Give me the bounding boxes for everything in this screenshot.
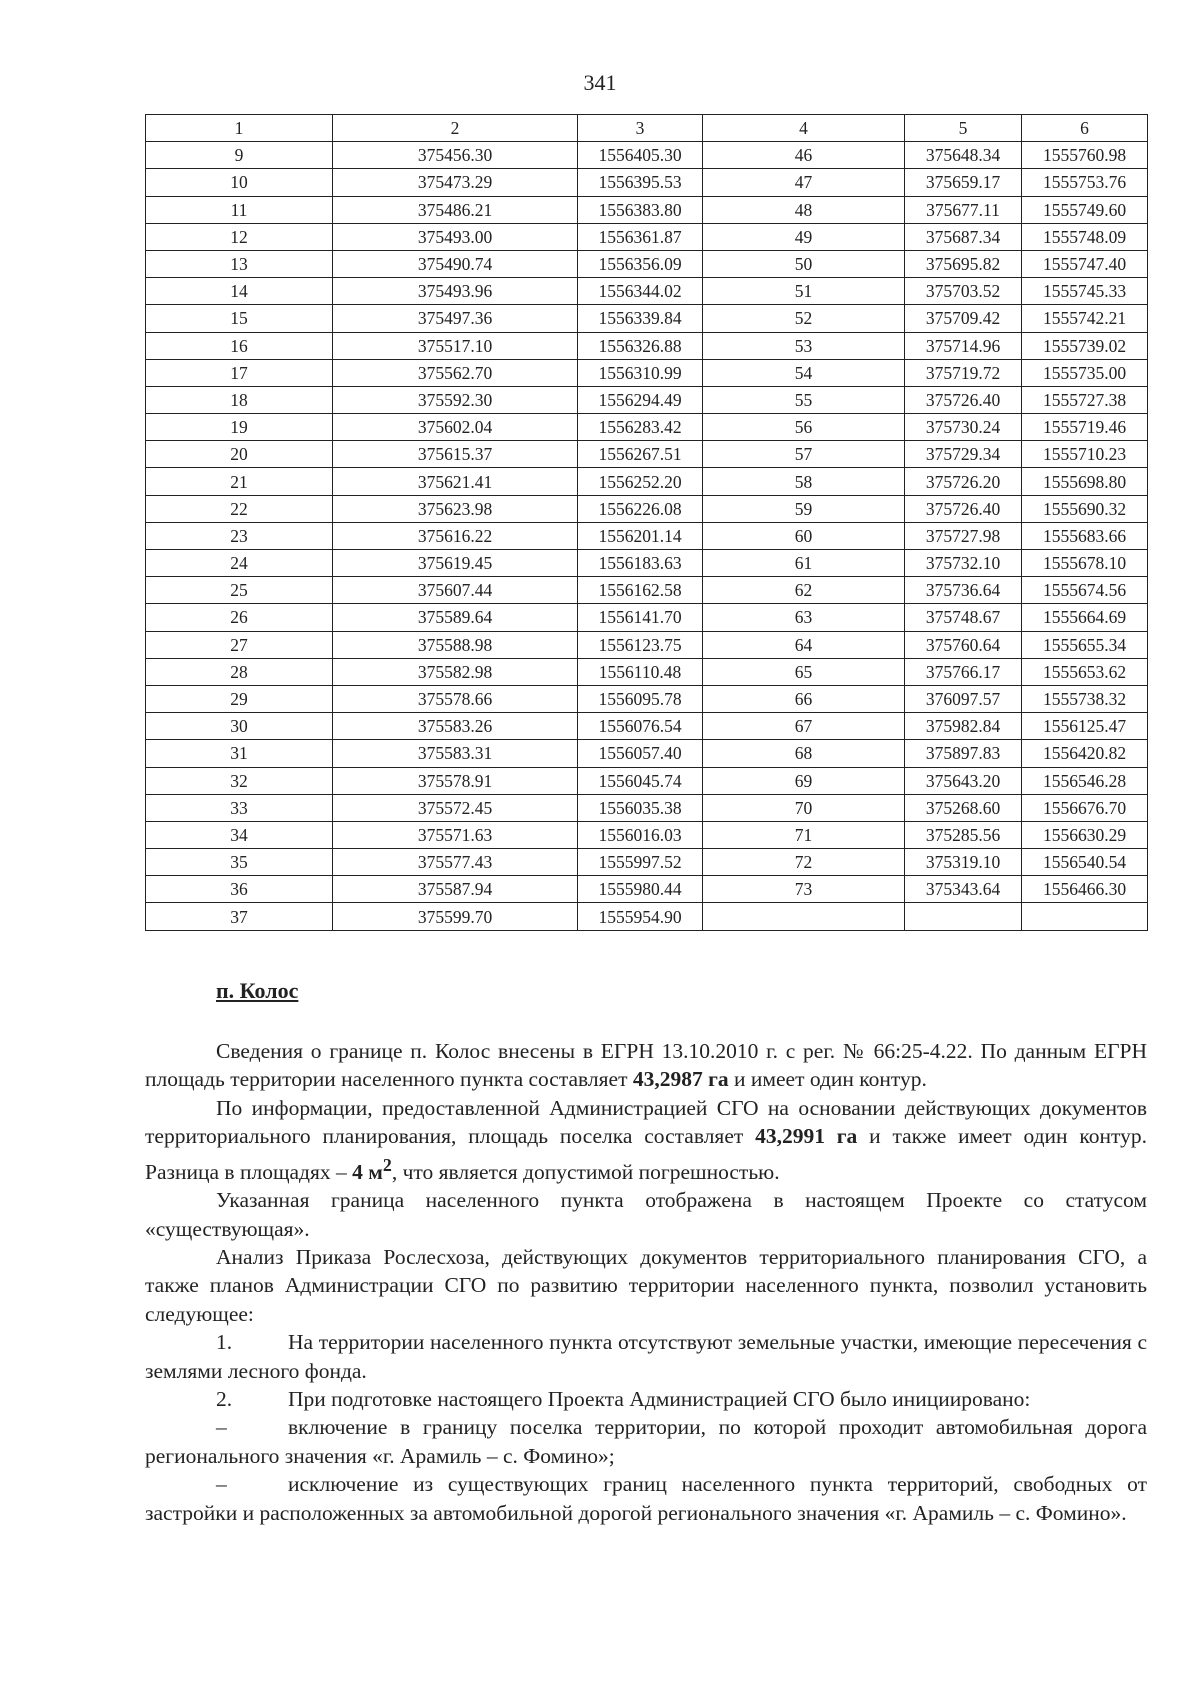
table-cell: 46 [703,142,905,169]
area-value: 43,2991 га [755,1124,858,1149]
table-row [146,522,1148,549]
table-cell: 23 [146,522,333,549]
table-cell: 66 [703,685,905,712]
table-cell: 375621.41 [333,468,578,495]
table-cell: 375677.11 [905,196,1022,223]
table-cell: 375497.36 [333,305,578,332]
table-cell: 48 [703,196,905,223]
table-cell: 1556110.48 [578,658,703,685]
table-header-cell: 2 [333,115,578,142]
table-cell: 375615.37 [333,441,578,468]
table-cell: 1556546.28 [1022,767,1148,794]
table-row [146,876,1148,903]
table-cell: 1556183.63 [578,550,703,577]
table-cell: 375726.20 [905,468,1022,495]
table-row [146,223,1148,250]
paragraph-text: По информации, предоставленной Администрацией СГО на основании действующих документов территориального планирования, площадь поселка составляет [145,1095,1147,1149]
table-header-cell: 4 [703,115,905,142]
list-item [145,1328,1147,1385]
table-cell: 375319.10 [905,849,1022,876]
table-cell: 375726.40 [905,495,1022,522]
area-difference [352,1154,392,1184]
table-cell: 1555690.32 [1022,495,1148,522]
table-cell: 375517.10 [333,332,578,359]
table-cell: 1556356.09 [578,250,703,277]
table-cell: 24 [146,550,333,577]
table-cell: 375588.98 [333,631,578,658]
table-row [146,658,1148,685]
table-cell: 25 [146,577,333,604]
table-cell: 375643.20 [905,767,1022,794]
table-cell: 1555710.23 [1022,441,1148,468]
table-cell: 375730.24 [905,414,1022,441]
table-cell: 9 [146,142,333,169]
table-row [146,685,1148,712]
table-cell: 51 [703,278,905,305]
table-cell: 375577.43 [333,849,578,876]
table-cell [1022,903,1148,930]
table-cell [905,903,1022,930]
list-item [145,1413,1147,1470]
table-cell: 15 [146,305,333,332]
table-cell: 375726.40 [905,386,1022,413]
table-row [146,740,1148,767]
table-row [146,278,1148,305]
table-row [146,713,1148,740]
table-cell: 375473.29 [333,169,578,196]
table-cell: 375572.45 [333,794,578,821]
table-cell: 1556076.54 [578,713,703,740]
table-cell: 1555683.66 [1022,522,1148,549]
table-cell: 1556201.14 [578,522,703,549]
table-cell: 375456.30 [333,142,578,169]
table-cell: 1555954.90 [578,903,703,930]
table-cell: 1555748.09 [1022,223,1148,250]
table-cell: 375587.94 [333,876,578,903]
list-marker: – [216,1415,227,1440]
table-cell: 63 [703,604,905,631]
table-row [146,495,1148,522]
table-cell: 1556361.87 [578,223,703,250]
table-cell: 47 [703,169,905,196]
table-cell: 375766.17 [905,658,1022,685]
table-cell: 18 [146,386,333,413]
table-cell: 375490.74 [333,250,578,277]
table-cell: 54 [703,359,905,386]
table-cell: 1555980.44 [578,876,703,903]
table-cell: 375285.56 [905,821,1022,848]
table-cell: 1556405.30 [578,142,703,169]
table-cell: 13 [146,250,333,277]
table-row [146,305,1148,332]
table-cell: 36 [146,876,333,903]
table-cell: 1556395.53 [578,169,703,196]
paragraph-text: и имеет один контур. [728,1067,927,1092]
table-cell: 70 [703,794,905,821]
table-cell: 1556095.78 [578,685,703,712]
table-cell: 375982.84 [905,713,1022,740]
table-cell: 65 [703,658,905,685]
table-cell: 73 [703,876,905,903]
table-cell: 1555739.02 [1022,332,1148,359]
table-cell: 1556676.70 [1022,794,1148,821]
table-row [146,577,1148,604]
table-cell: 72 [703,849,905,876]
table-cell: 69 [703,767,905,794]
table-body [146,142,1148,930]
table-row [146,169,1148,196]
list-marker: – [216,1472,227,1497]
table-row [146,414,1148,441]
table-cell: 14 [146,278,333,305]
table-cell [703,903,905,930]
table-row [146,604,1148,631]
table-cell: 1555727.38 [1022,386,1148,413]
table-cell: 375687.34 [905,223,1022,250]
table-cell: 1556045.74 [578,767,703,794]
superscript: 2 [382,1154,392,1175]
table-cell: 1555745.33 [1022,278,1148,305]
table-cell: 1555760.98 [1022,142,1148,169]
table-cell: 1556630.29 [1022,821,1148,848]
table-cell: 19 [146,414,333,441]
table-cell: 375602.04 [333,414,578,441]
table-header-cell: 3 [578,115,703,142]
table-cell: 1555664.69 [1022,604,1148,631]
table-cell: 375729.34 [905,441,1022,468]
table-cell: 52 [703,305,905,332]
table-row [146,196,1148,223]
table-cell: 28 [146,658,333,685]
table-cell: 375583.31 [333,740,578,767]
list-item [145,1385,1147,1413]
table-cell: 375760.64 [905,631,1022,658]
table-cell: 64 [703,631,905,658]
table-cell: 375493.96 [333,278,578,305]
table-row [146,386,1148,413]
table-cell: 375709.42 [905,305,1022,332]
table-cell: 375486.21 [333,196,578,223]
coordinates-table [145,114,1148,931]
table-header-cell: 1 [146,115,333,142]
table-cell: 68 [703,740,905,767]
table-cell: 1555674.56 [1022,577,1148,604]
table-cell: 375897.83 [905,740,1022,767]
table-cell: 57 [703,441,905,468]
table-cell: 58 [703,468,905,495]
table-row [146,550,1148,577]
table-cell: 1555653.62 [1022,658,1148,685]
list-item-text: При подготовке настоящего Проекта Администрацией СГО было инициировано: [288,1387,1031,1412]
table-cell: 1555997.52 [578,849,703,876]
list-marker: 2. [216,1387,233,1412]
table-cell: 17 [146,359,333,386]
paragraph-text: и также имеет один контур. Разница в площадях – [145,1124,1147,1184]
table-cell: 1555742.21 [1022,305,1148,332]
table-cell: 1556226.08 [578,495,703,522]
table-cell: 1556326.88 [578,332,703,359]
table-cell: 375268.60 [905,794,1022,821]
table-cell: 26 [146,604,333,631]
table-header-row [146,115,1148,142]
table-cell: 1555753.76 [1022,169,1148,196]
table-header-cell: 5 [905,115,1022,142]
table-cell: 1556125.47 [1022,713,1148,740]
paragraph-text: Сведения о границе п. Колос внесены в ЕГРН 13.10.2010 г. с рег. № 66:25-4.22. По данным ЕГРН площадь территории населенного пункта составляет [145,1039,1147,1092]
table-cell: 375659.17 [905,169,1022,196]
list-item-text: включение в границу поселка территории, по которой проходит автомобильная дорога регионального значения «г. Арамиль – с. Фомино»; [145,1415,1147,1468]
table-cell: 375589.64 [333,604,578,631]
table-cell: 1556310.99 [578,359,703,386]
table-cell: 1555735.00 [1022,359,1148,386]
table-cell: 375578.91 [333,767,578,794]
table-cell: 375732.10 [905,550,1022,577]
table-cell: 61 [703,550,905,577]
table-cell: 1556016.03 [578,821,703,848]
table-cell: 22 [146,495,333,522]
table-cell: 375571.63 [333,821,578,848]
table-row [146,468,1148,495]
table-cell: 375599.70 [333,903,578,930]
table-cell: 1556283.42 [578,414,703,441]
table-cell: 1555747.40 [1022,250,1148,277]
table-row [146,767,1148,794]
table-cell: 1555655.34 [1022,631,1148,658]
section-title: п. Колос [216,978,299,1003]
table-cell: 1556420.82 [1022,740,1148,767]
list-item-text: исключение из существующих границ населенного пункта территорий, свободных от застройки и расположенных за автомобильной дорогой регионального значения «г. Арамиль – с. Фомино». [145,1472,1147,1525]
table-row [146,441,1148,468]
table-cell: 49 [703,223,905,250]
paragraph: Указанная граница населенного пункта отображена в настоящем Проекте со статусом «существующая». [145,1188,1147,1241]
list-marker: 1. [216,1330,233,1355]
table-cell: 375343.64 [905,876,1022,903]
table-cell: 27 [146,631,333,658]
table-cell: 34 [146,821,333,848]
page-number: 341 [583,70,617,95]
table-cell: 21 [146,468,333,495]
table-cell: 67 [703,713,905,740]
table-cell: 35 [146,849,333,876]
table-cell: 375493.00 [333,223,578,250]
table-row [146,903,1148,930]
table-cell: 375695.82 [905,250,1022,277]
paragraph-text: , что является допустимой погрешностью. [391,1159,780,1184]
paragraph: Анализ Приказа Рослесхоза, действующих документов территориального планирования СГО, а также планов Администрации СГО по развитию территории населенного пункта, позволил установить следующее: [145,1245,1147,1326]
table-cell: 1556466.30 [1022,876,1148,903]
table-cell: 375582.98 [333,658,578,685]
table-cell: 1555698.80 [1022,468,1148,495]
table-cell: 375736.64 [905,577,1022,604]
table-cell: 62 [703,577,905,604]
paragraph [145,1037,1147,1094]
table-cell: 375648.34 [905,142,1022,169]
table-cell: 1556123.75 [578,631,703,658]
table-row [146,250,1148,277]
table-cell: 55 [703,386,905,413]
table-row [146,794,1148,821]
table-cell: 376097.57 [905,685,1022,712]
table-cell: 1555678.10 [1022,550,1148,577]
list-item-text: На территории населенного пункта отсутствуют земельные участки, имеющие пересечения с землями лесного фонда. [145,1330,1147,1383]
table-cell: 1556057.40 [578,740,703,767]
table-cell: 1556267.51 [578,441,703,468]
table-cell: 1555719.46 [1022,414,1148,441]
table-cell: 37 [146,903,333,930]
area-value: 43,2987 га [632,1067,729,1092]
table-cell: 375592.30 [333,386,578,413]
table-cell: 1556252.20 [578,468,703,495]
table-row [146,142,1148,169]
table-row [146,821,1148,848]
table-cell: 1556294.49 [578,386,703,413]
table-row [146,631,1148,658]
table-cell: 375623.98 [333,495,578,522]
table-cell: 10 [146,169,333,196]
table-cell: 71 [703,821,905,848]
table-cell: 375748.67 [905,604,1022,631]
table-cell: 1556141.70 [578,604,703,631]
table-cell: 1556162.58 [578,577,703,604]
table-cell: 1555738.32 [1022,685,1148,712]
table-cell: 375619.45 [333,550,578,577]
table-cell: 20 [146,441,333,468]
table-cell: 1556339.84 [578,305,703,332]
table-header-cell: 6 [1022,115,1148,142]
section-body [145,1037,1147,1527]
table-cell: 375719.72 [905,359,1022,386]
table-cell: 1556344.02 [578,278,703,305]
table-cell: 56 [703,414,905,441]
table-cell: 11 [146,196,333,223]
table-cell: 31 [146,740,333,767]
table-cell: 375703.52 [905,278,1022,305]
table-cell: 30 [146,713,333,740]
table-cell: 1556540.54 [1022,849,1148,876]
table-cell: 32 [146,767,333,794]
table-cell: 1556035.38 [578,794,703,821]
table-cell: 16 [146,332,333,359]
table-cell: 33 [146,794,333,821]
table-cell: 375727.98 [905,522,1022,549]
table-cell: 29 [146,685,333,712]
table-cell: 50 [703,250,905,277]
table-row [146,359,1148,386]
table-cell: 375578.66 [333,685,578,712]
table-cell: 1556383.80 [578,196,703,223]
table-cell: 375607.44 [333,577,578,604]
area-difference-value: 4 м [352,1159,383,1184]
table-cell: 53 [703,332,905,359]
list-item [145,1470,1147,1527]
table-cell: 375616.22 [333,522,578,549]
paragraph [145,1094,1147,1186]
table-cell: 59 [703,495,905,522]
table-cell: 60 [703,522,905,549]
table-cell: 375714.96 [905,332,1022,359]
table-cell: 375583.26 [333,713,578,740]
table-row [146,332,1148,359]
table-cell: 375562.70 [333,359,578,386]
table-row [146,849,1148,876]
table-cell: 12 [146,223,333,250]
table-cell: 1555749.60 [1022,196,1148,223]
